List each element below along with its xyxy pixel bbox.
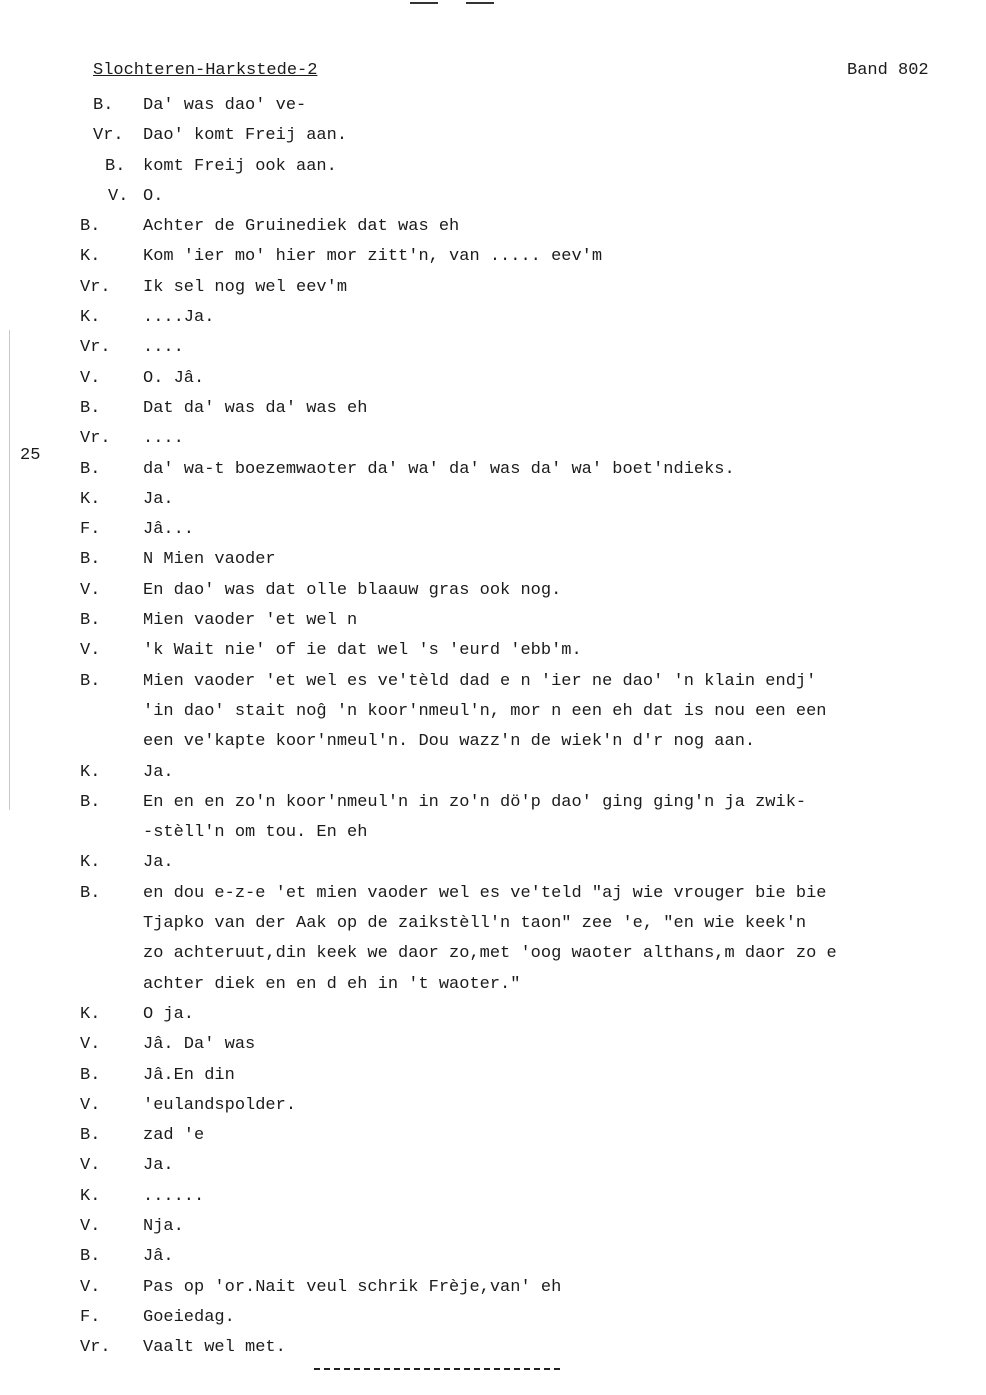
transcript-line xyxy=(0,455,986,485)
utterance-text: komt Freij ook aan. xyxy=(143,156,337,176)
speaker-label: V. xyxy=(80,1156,101,1176)
utterance-text: achter diek en en d eh in 't waoter." xyxy=(143,974,521,994)
speaker-label: B. xyxy=(80,1247,101,1267)
utterance-text: En en en zo'n koor'nmeul'n in zo'n dö'p dao' ging ging'n ja zwik- xyxy=(143,792,807,812)
utterance-text: Ik sel nog wel eev'm xyxy=(143,277,348,297)
utterance-text: Ja. xyxy=(143,1156,174,1176)
transcript-line xyxy=(0,242,986,272)
utterance-text: en dou e-z-e 'et mien vaoder wel es ve'teld "aj wie vrouger bie bie xyxy=(143,883,827,903)
speaker-label: B. xyxy=(80,398,101,418)
transcript-line xyxy=(0,1182,986,1212)
transcript-line xyxy=(0,939,986,969)
speaker-label: V. xyxy=(80,1095,101,1115)
transcript-line xyxy=(0,879,986,909)
speaker-label: B. xyxy=(80,459,101,479)
transcript-line xyxy=(0,1061,986,1091)
speaker-label: Vr. xyxy=(80,338,111,358)
transcript-line xyxy=(0,697,986,727)
utterance-text: -stèll'n om tou. En eh xyxy=(143,823,368,843)
utterance-text: ....Ja. xyxy=(143,308,215,328)
utterance-text: En dao' was dat olle blaauw gras ook nog. xyxy=(143,580,562,600)
transcript-line xyxy=(0,394,986,424)
speaker-label: K. xyxy=(80,308,101,328)
utterance-text: Pas op 'or.Nait veul schrik Frèje,van' eh xyxy=(143,1277,562,1297)
speaker-label: B. xyxy=(80,1126,101,1146)
utterance-text: O. xyxy=(143,186,164,206)
utterance-text: zad 'e xyxy=(143,1126,205,1146)
utterance-text: .... xyxy=(143,338,184,358)
utterance-text: Dat da' was da' was eh xyxy=(143,398,368,418)
speaker-label: F. xyxy=(80,520,101,540)
speaker-label: B. xyxy=(105,156,126,176)
speaker-label: B. xyxy=(80,1065,101,1085)
transcript-line xyxy=(0,1242,986,1272)
speaker-label: B. xyxy=(93,96,114,115)
speaker-label: K. xyxy=(80,853,101,873)
transcript-line xyxy=(0,970,986,1000)
end-rule xyxy=(314,1368,560,1370)
speaker-label: B. xyxy=(80,883,101,903)
speaker-label: Vr. xyxy=(80,277,111,297)
band-number: Band 802 xyxy=(847,61,929,80)
transcript-line xyxy=(0,515,986,545)
utterance-text: Dao' komt Freij aan. xyxy=(143,126,348,146)
utterance-text: Achter de Gruinediek dat was eh xyxy=(143,217,460,237)
speaker-label: V. xyxy=(80,1035,101,1055)
utterance-text: 'eulandspolder. xyxy=(143,1095,297,1115)
utterance-text: zo achteruut,din keek we daor zo,met 'oog waoter althans,m daor zo e xyxy=(143,944,837,964)
speaker-label: V. xyxy=(108,186,129,206)
speaker-label: B. xyxy=(80,792,101,812)
transcript-line xyxy=(0,364,986,394)
transcript-line xyxy=(0,182,986,212)
utterance-text: Ja. xyxy=(143,762,174,782)
transcript-line xyxy=(0,1030,986,1060)
speaker-label: F. xyxy=(80,1307,101,1327)
transcript-line xyxy=(0,212,986,242)
speaker-label: K. xyxy=(80,1186,101,1206)
transcript-line xyxy=(0,909,986,939)
speaker-label: V. xyxy=(80,580,101,600)
transcript xyxy=(0,91,986,1363)
speaker-label: Vr. xyxy=(80,1338,111,1358)
transcript-line xyxy=(0,152,986,182)
speaker-label: K. xyxy=(80,247,101,267)
transcript-line xyxy=(0,667,986,697)
utterance-text: Mien vaoder 'et wel n xyxy=(143,611,358,631)
utterance-text: Jâ... xyxy=(143,520,195,540)
utterance-text: Jâ.En din xyxy=(143,1065,235,1085)
transcript-line xyxy=(0,1091,986,1121)
utterance-text: Nja. xyxy=(143,1216,184,1236)
transcript-line xyxy=(0,424,986,454)
utterance-text: een ve'kapte koor'nmeul'n. Dou wazz'n de wiek'n d'r nog aan. xyxy=(143,732,756,752)
transcript-line xyxy=(0,333,986,363)
speaker-label: B. xyxy=(80,611,101,631)
utterance-text: Da' was dao' ve- xyxy=(143,96,307,115)
speaker-label: V. xyxy=(80,1277,101,1297)
speaker-label: Vr. xyxy=(93,126,124,146)
top-scan-marks xyxy=(410,2,500,8)
transcript-line xyxy=(0,1273,986,1303)
transcript-line xyxy=(0,485,986,515)
speaker-label: K. xyxy=(80,489,101,509)
utterance-text: da' wa-t boezemwaoter da' wa' da' was da' wa' boet'ndieks. xyxy=(143,459,735,479)
utterance-text: Ja. xyxy=(143,853,174,873)
speaker-label: Vr. xyxy=(80,429,111,449)
transcript-line xyxy=(0,121,986,151)
utterance-text: Jâ. Da' was xyxy=(143,1035,256,1055)
transcript-line xyxy=(0,758,986,788)
utterance-text: .... xyxy=(143,429,184,449)
transcript-line xyxy=(0,848,986,878)
utterance-text: 'k Wait nie' of ie dat wel 's 'eurd 'ebb'm. xyxy=(143,641,582,661)
transcript-line xyxy=(0,788,986,818)
speaker-label: V. xyxy=(80,368,101,388)
transcript-line xyxy=(0,1000,986,1030)
utterance-text: O. Jâ. xyxy=(143,368,205,388)
utterance-text: O ja. xyxy=(143,1004,195,1024)
transcript-line xyxy=(0,1333,986,1363)
utterance-text: Vaalt wel met. xyxy=(143,1338,286,1358)
transcript-line xyxy=(0,1121,986,1151)
speaker-label: K. xyxy=(80,762,101,782)
margin-line-number: 25 xyxy=(20,446,41,465)
speaker-label: B. xyxy=(80,550,101,570)
utterance-text: Jâ. xyxy=(143,1247,174,1267)
speaker-label: K. xyxy=(80,1004,101,1024)
speaker-label: V. xyxy=(80,641,101,661)
transcript-line xyxy=(0,1212,986,1242)
transcript-line xyxy=(0,606,986,636)
utterance-text: Ja. xyxy=(143,489,174,509)
transcript-line xyxy=(0,1151,986,1181)
utterance-text: ...... xyxy=(143,1186,205,1206)
transcript-line xyxy=(0,303,986,333)
document-title: Slochteren-Harkstede-2 xyxy=(93,61,318,80)
transcript-line xyxy=(0,636,986,666)
transcript-line xyxy=(0,818,986,848)
transcript-line xyxy=(0,545,986,575)
transcript-line xyxy=(0,1303,986,1333)
speaker-label: B. xyxy=(80,217,101,237)
transcript-line xyxy=(0,576,986,606)
utterance-text: Kom 'ier mo' hier mor zitt'n, van ..... eev'm xyxy=(143,247,603,267)
transcript-line xyxy=(0,91,986,121)
transcript-line xyxy=(0,727,986,757)
utterance-text: N Mien vaoder xyxy=(143,550,276,570)
utterance-text: Mien vaoder 'et wel es ve'tèld dad e n 'ier ne dao' 'n klain endj' xyxy=(143,671,817,691)
utterance-text: 'in dao' stait noĝ 'n koor'nmeul'n, mor n een eh dat is nou een een xyxy=(143,701,827,721)
speaker-label: B. xyxy=(80,671,101,691)
utterance-text: Goeiedag. xyxy=(143,1307,235,1327)
speaker-label: V. xyxy=(80,1216,101,1236)
utterance-text: Tjapko van der Aak op de zaikstèll'n taon" zee 'e, "en wie keek'n xyxy=(143,914,807,934)
transcript-line xyxy=(0,273,986,303)
